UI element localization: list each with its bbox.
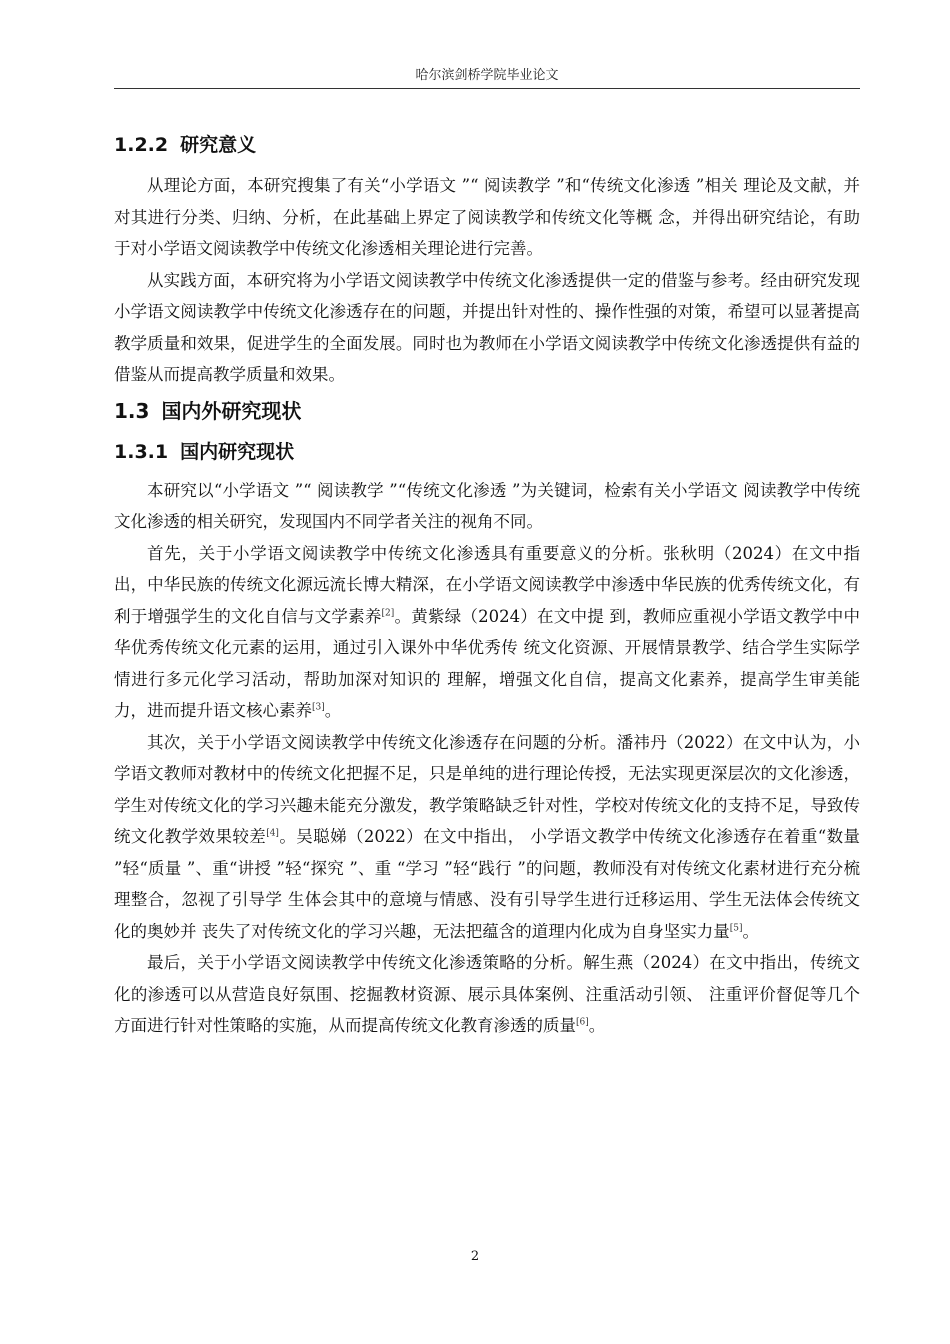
paragraph-strategies-review	[114, 947, 860, 1042]
section-number: 1.3	[114, 398, 150, 423]
section-heading-1-3-1	[114, 435, 860, 469]
paragraph-keywords: 本研究以“小学语文 ”“ 阅读教学 ”“传统文化渗透 ”为关键词，检索有关小学语文 阅读教学中传统文化渗透的相关研究，发现国内不同学者关注的视角不同。	[114, 480, 860, 531]
section-title: 国内外研究现状	[161, 398, 302, 423]
section-heading-1-2-2	[114, 128, 860, 162]
paragraph-text: 。黄紫绿（2024）在文中提 到，教师应重视小学语文教学中中华优秀传统文化元素的运用，通过引入课外中华优秀传 统文化资源、开展情景教学、结合学生实际学情进行多元化学习活动，帮助加深对知识的 理解，增强文化自信，提高文化素养，提高学生审美能力，进而提升语文核心素养	[114, 606, 860, 720]
paragraph-text: 。	[324, 701, 342, 720]
section-heading-1-3	[114, 391, 860, 431]
paragraph-text: 。吴聪娣（2022）在文中指出， 小学语文教学中传统文化渗透存在着重“数量 ”轻“质量 ”、重“讲授 ”轻“探究 ”、重 “学习 ”轻“践行 ”的问题，教师没有对传统文化素材进行充分梳理整合，忽视了引导学 生体会其中的意境与情感、没有引导学生进行迁移运用、学生无法体会传统文化的奥妙并 丧失了对传统文化的学习兴趣，无法把蕴含的道理内化成为自身坚实力量	[114, 827, 861, 941]
paragraph-problems-review	[114, 727, 860, 948]
section-title: 研究意义	[180, 134, 257, 156]
section-number: 1.2.2	[114, 134, 169, 156]
paragraph-text: 。	[588, 1016, 606, 1035]
page-number: 2	[470, 1249, 480, 1264]
citation-marker: [6]	[576, 1017, 589, 1028]
paragraph-text: 。	[742, 921, 759, 941]
header-rule	[114, 88, 860, 89]
citation-marker: [3]	[312, 702, 325, 713]
citation-marker: [4]	[266, 828, 279, 839]
citation-marker: [5]	[729, 923, 743, 933]
paragraph-text: 首先，关于小学语文阅读教学中传统文化渗透具有重要意义的分析。张秋明（2024）在文中指出，中华民族的传统文化源远流长博大精深，在小学语文阅读教学中渗透中华民族的优秀传统文化，有利于增强学生的文化自信与文学素养	[114, 543, 860, 626]
paragraph-text: 其次，关于小学语文阅读教学中传统文化渗透存在问题的分析。潘祎丹（2022）在文中认为，小学语文教师对教材中的传统文化把握不足，只是单纯的进行理论传授，无法实现更深层次的文化渗透，学生对传统文化的学习兴趣未能充分激发，教学策略缺乏针对性，学校对传统文化的支持不足，导致传统文化教学效果较差	[114, 732, 860, 846]
paragraph-significance-review	[114, 538, 860, 727]
paragraph-theoretical-significance: 从理论方面，本研究搜集了有关“小学语文 ”“ 阅读教学 ”和“传统文化渗透 ”相关 理论及文献，并对其进行分类、归纳、分析，在此基础上界定了阅读教学和传统文化等概 念，并得出研究结论，有助于对小学语文阅读教学中传统文化渗透相关理论进行完善。	[114, 176, 860, 258]
running-header: 哈尔滨剑桥学院毕业论文	[415, 68, 559, 83]
citation-marker: [2]	[381, 608, 395, 618]
paragraph-text: 最后，关于小学语文阅读教学中传统文化渗透策略的分析。解生燕（2024）在文中指出，传统文化的渗透可以从营造良好氛围、挖掘教材资源、展示具体案例、注重活动引领、 注重评价督促等几个方面进行针对性策略的实施，从而提高传统文化教育渗透的质量	[114, 953, 860, 1035]
section-title: 国内研究现状	[180, 440, 295, 463]
page-body	[114, 124, 860, 1042]
section-number: 1.3.1	[114, 440, 169, 463]
paragraph-practical-significance: 从实践方面，本研究将为小学语文阅读教学中传统文化渗透提供一定的借鉴与参考。经由研究发现小学语文阅读教学中传统文化渗透存在的问题，并提出针对性的、操作性强的对策，希望可以显著提高教学质量和效果，促进学生的全面发展。同时也为教师在小学语文阅读教学中传统文化渗透提供有益的借鉴从而提高教学质量和效果。	[114, 270, 860, 384]
